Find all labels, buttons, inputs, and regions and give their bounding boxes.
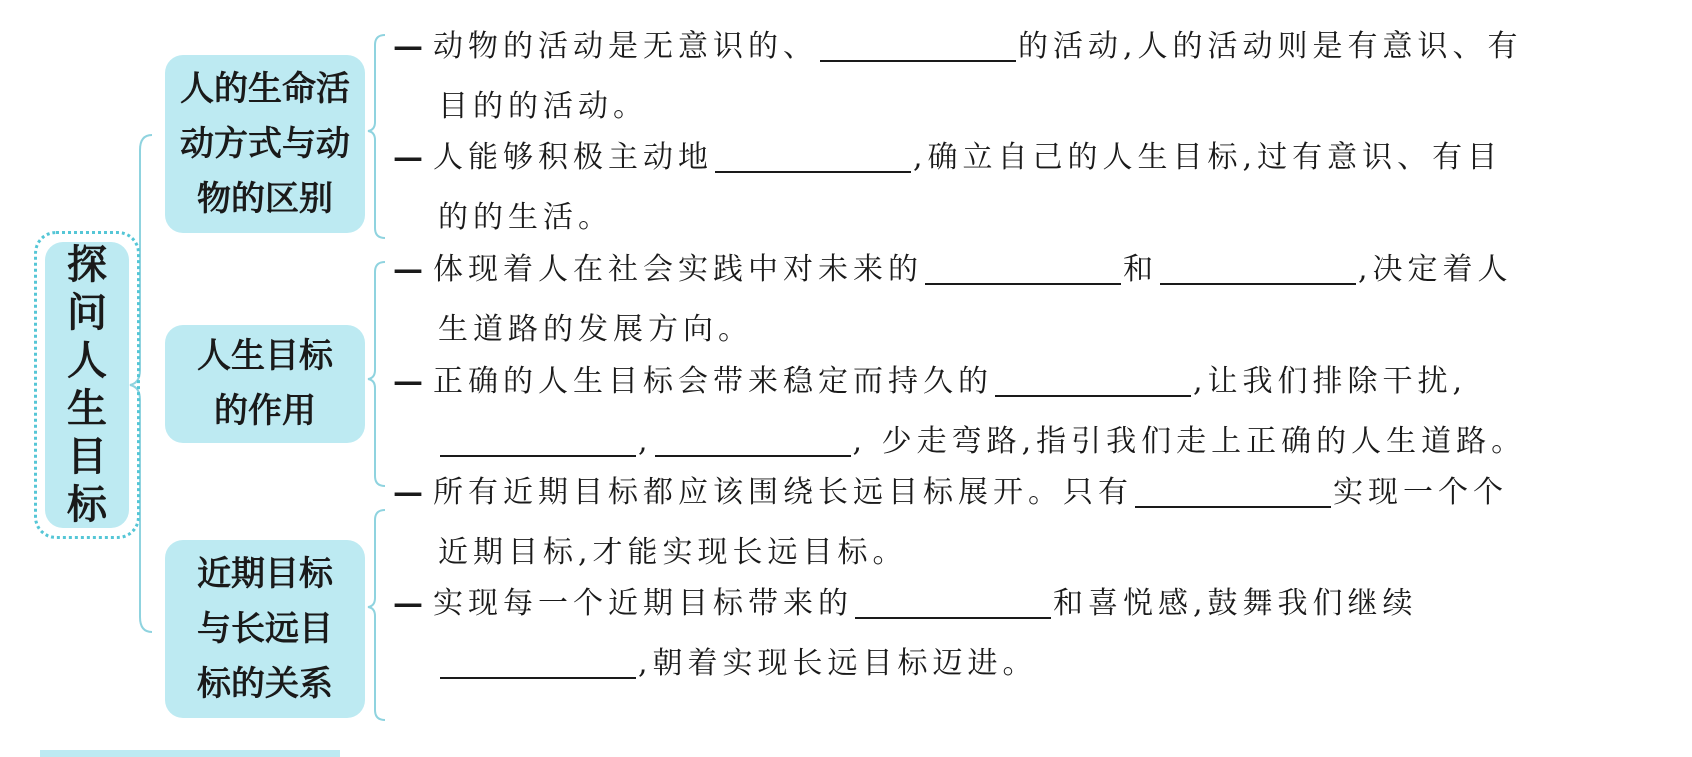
statement-text: ,	[638, 424, 653, 459]
statement-line	[393, 188, 1643, 248]
statement-text: 实现一个个	[1333, 475, 1508, 510]
fill-in-blank[interactable]	[855, 583, 1051, 619]
statement-text: 实现每一个近期目标带来的	[433, 586, 853, 621]
statement-text: 近期目标,才能实现长远目标。	[438, 535, 908, 570]
statement	[393, 463, 1643, 583]
statement-text: 和喜悦感,鼓舞我们继续	[1053, 586, 1418, 621]
dash-marker: —	[393, 475, 428, 510]
statement-line	[393, 128, 1643, 188]
root-title-char: 标	[67, 482, 107, 528]
statement-text: , 少走弯路,指引我们走上正确的人生道路。	[852, 424, 1527, 459]
branch-label-line: 动方式与动	[180, 123, 350, 164]
statement-text: 动物的活动是无意识的、	[433, 29, 818, 64]
branch-label-line: 标的关系	[197, 663, 333, 704]
branch-label-line: 人的生命活	[180, 68, 350, 109]
fill-in-blank[interactable]	[440, 421, 636, 457]
statement-text: 的的生活。	[438, 200, 613, 235]
branch-node-3	[165, 540, 365, 718]
statement	[393, 17, 1643, 137]
root-title-char: 目	[67, 434, 107, 480]
dash-marker: —	[393, 586, 428, 621]
root-title-char: 生	[67, 386, 107, 432]
dash-marker: —	[393, 140, 428, 175]
branch-brace-3	[368, 510, 385, 720]
fill-in-blank[interactable]	[820, 26, 1016, 62]
branch-label-line: 物的区别	[197, 178, 333, 219]
fill-in-blank[interactable]	[1135, 472, 1331, 508]
branch-brace-1	[368, 35, 385, 238]
branch-label-line: 与长远目	[197, 608, 333, 649]
statement-line	[393, 300, 1643, 360]
fill-in-blank[interactable]	[995, 361, 1191, 397]
branch-label-line: 近期目标	[197, 553, 333, 594]
branch-node-2	[165, 325, 365, 443]
statement-line	[393, 574, 1643, 634]
statement	[393, 352, 1643, 472]
statement-text: 和	[1123, 252, 1158, 287]
fill-in-blank[interactable]	[715, 137, 911, 173]
statement	[393, 574, 1643, 694]
footer-decoration	[40, 750, 340, 757]
root-title-char: 人	[67, 338, 107, 384]
fill-in-blank[interactable]	[440, 643, 636, 679]
fill-in-blank[interactable]	[1160, 249, 1356, 285]
root-title-char: 探	[67, 242, 107, 288]
statement-text: 生道路的发展方向。	[438, 312, 753, 347]
statement-text: 所有近期目标都应该围绕长远目标展开。只有	[433, 475, 1133, 510]
statement-text: ,朝着实现长远目标迈进。	[638, 646, 1038, 681]
statement-text: 的活动,人的活动则是有意识、有	[1018, 29, 1523, 64]
dash-marker: —	[393, 252, 428, 287]
dash-marker: —	[393, 29, 428, 64]
root-node	[34, 231, 140, 539]
statement-line	[393, 634, 1643, 694]
statement-text: ,让我们排除干扰,	[1193, 364, 1468, 399]
branch-node-1	[165, 55, 365, 233]
branch-label-line: 的作用	[214, 391, 316, 431]
statement-text: 目的的活动。	[438, 89, 648, 124]
root-node-fill	[45, 242, 129, 528]
statement-text: ,确立自己的人生目标,过有意识、有目	[913, 140, 1503, 175]
dash-marker: —	[393, 364, 428, 399]
statement-text: ,决定着人	[1358, 252, 1513, 287]
statement-text: 正确的人生目标会带来稳定而持久的	[433, 364, 993, 399]
branch-brace-2	[368, 262, 385, 486]
fill-in-blank[interactable]	[655, 421, 851, 457]
fill-in-blank[interactable]	[925, 249, 1121, 285]
statement-line	[393, 352, 1643, 412]
statement	[393, 240, 1643, 360]
branch-label-line: 人生目标	[197, 336, 333, 376]
statement	[393, 128, 1643, 248]
root-title-char: 问	[67, 290, 107, 336]
statement-line	[393, 463, 1643, 523]
statement-text: 人能够积极主动地	[433, 140, 713, 175]
statement-line	[393, 240, 1643, 300]
statement-line	[393, 17, 1643, 77]
statement-text: 体现着人在社会实践中对未来的	[433, 252, 923, 287]
